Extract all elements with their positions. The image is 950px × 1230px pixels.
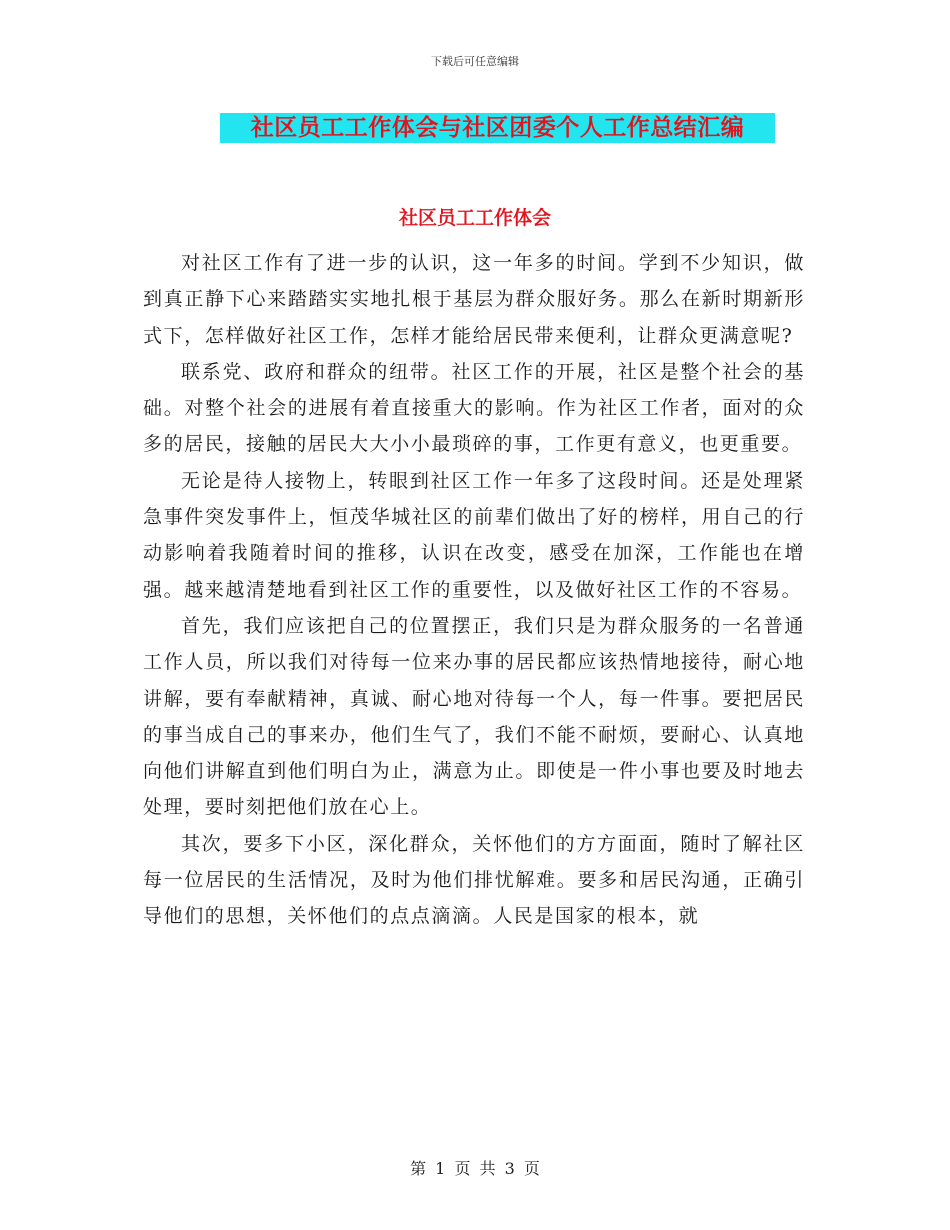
paragraph: 首先，我们应该把自己的位置摆正，我们只是为群众服务的一名普通工作人员，所以我们对待每一位来办事的居民都应该热情地接待，耐心地讲解，要有奉献精神，真诚、耐心地对待每一个人，每一件事。要把居民的事当成自己的事来办，他们生气了，我们不能不耐烦，要耐心、认真地向他们讲解直到他们明白为止，满意为止。即使是一件小事也要及时地去处理，要时刻把他们放在心上。 [143, 614, 805, 819]
paragraph: 联系党、政府和群众的纽带。社区工作的开展，社区是整个社会的基础。对整个社会的进展有着直接重大的影响。作为社区工作者，面对的众多的居民，接触的居民大大小小最琐碎的事，工作更有意义，也更重要。 [143, 360, 805, 456]
paragraph: 其次，要多下小区，深化群众，关怀他们的方方面面，随时了解社区每一位居民的生活情况，及时为他们排忧解难。要多和居民沟通，正确引导他们的思想，关怀他们的点点滴滴。人民是国家的根本，就 [143, 832, 805, 928]
page-footer: 第 1 页 共 3 页 [410, 1159, 540, 1178]
paragraph: 对社区工作有了进一步的认识，这一年多的时间。学到不少知识，做到真正静下心来踏踏实实地扎根于基层为群众服好务。那么在新时期新形式下，怎样做好社区工作，怎样才能给居民带来便利，让群众更满意呢? [143, 252, 805, 347]
document-body [143, 245, 805, 935]
section-title: 社区员工工作体会 [398, 207, 551, 229]
document-title: 社区员工工作体会与社区团委个人工作总结汇编 [220, 113, 775, 143]
header-note: 下载后可任意编辑 [431, 55, 519, 68]
paragraph: 无论是待人接物上，转眼到社区工作一年多了这段时间。还是处理紧急事件突发事件上，恒茂华城社区的前辈们做出了好的榜样，用自己的行动影响着我随着时间的推移，认识在改变，感受在加深，工作能也在增强。越来越清楚地看到社区工作的重要性，以及做好社区工作的不容易。 [143, 469, 805, 601]
